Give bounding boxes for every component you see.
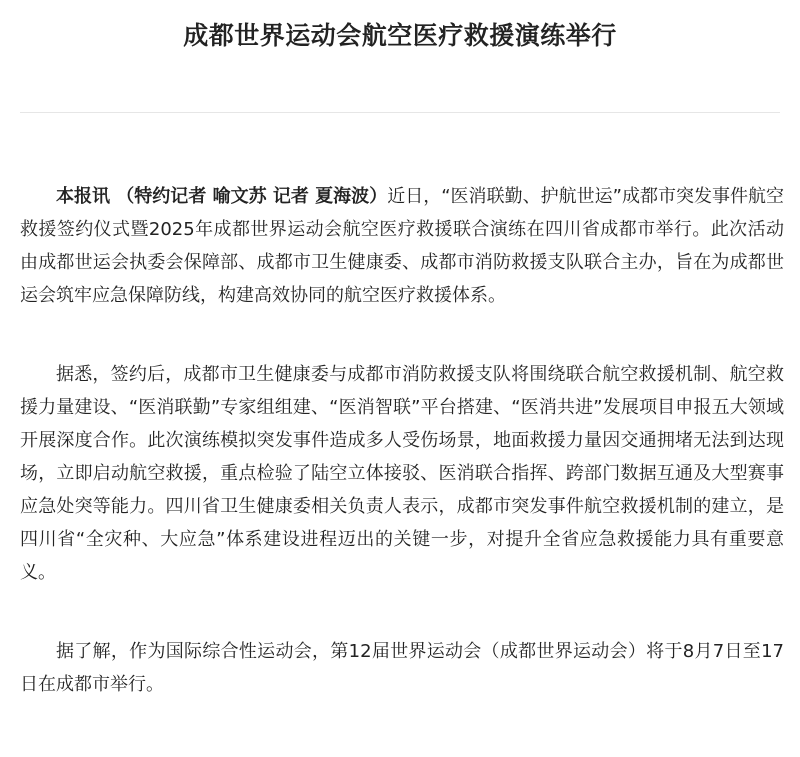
byline: 本报讯 （特约记者 喻文苏 记者 夏海波） bbox=[56, 186, 388, 207]
paragraph-1 bbox=[20, 180, 784, 312]
paragraph-1-text: 近日，“医消联勤、护航世运”成都市突发事件航空救援签约仪式暨2025年成都世界运动会航空医疗救援联合演练在四川省成都市举行。此次活动由成都世运会执委会保障部、成都市卫生健康委、成都市消防救援支队联合主办，旨在为成都世运会筑牢应急保障防线，构建高效协同的航空医疗救援体系。 bbox=[20, 186, 784, 306]
article-body bbox=[20, 180, 784, 747]
article-title: 成都世界运动会航空医疗救援演练举行 bbox=[183, 21, 617, 50]
title-divider bbox=[20, 112, 780, 113]
paragraph-3: 据了解，作为国际综合性运动会，第12届世界运动会（成都世界运动会）将于8月7日至17日在成都市举行。 bbox=[20, 641, 784, 695]
paragraph-2: 据悉，签约后，成都市卫生健康委与成都市消防救援支队将围绕联合航空救援机制、航空救援力量建设、“医消联勤”专家组组建、“医消智联”平台搭建、“医消共进”发展项目申报五大领域开展深度合作。此次演练模拟突发事件造成多人受伤场景，地面救援力量因交通拥堵无法到达现场，立即启动航空救援，重点检验了陆空立体接驳、医消联合指挥、跨部门数据互通及大型赛事应急处突等能力。四川省卫生健康委相关负责人表示，成都市突发事件航空救援机制的建立，是四川省“全灾种、大应急”体系建设进程迈出的关键一步，对提升全省应急救援能力具有重要意义。 bbox=[20, 364, 784, 583]
